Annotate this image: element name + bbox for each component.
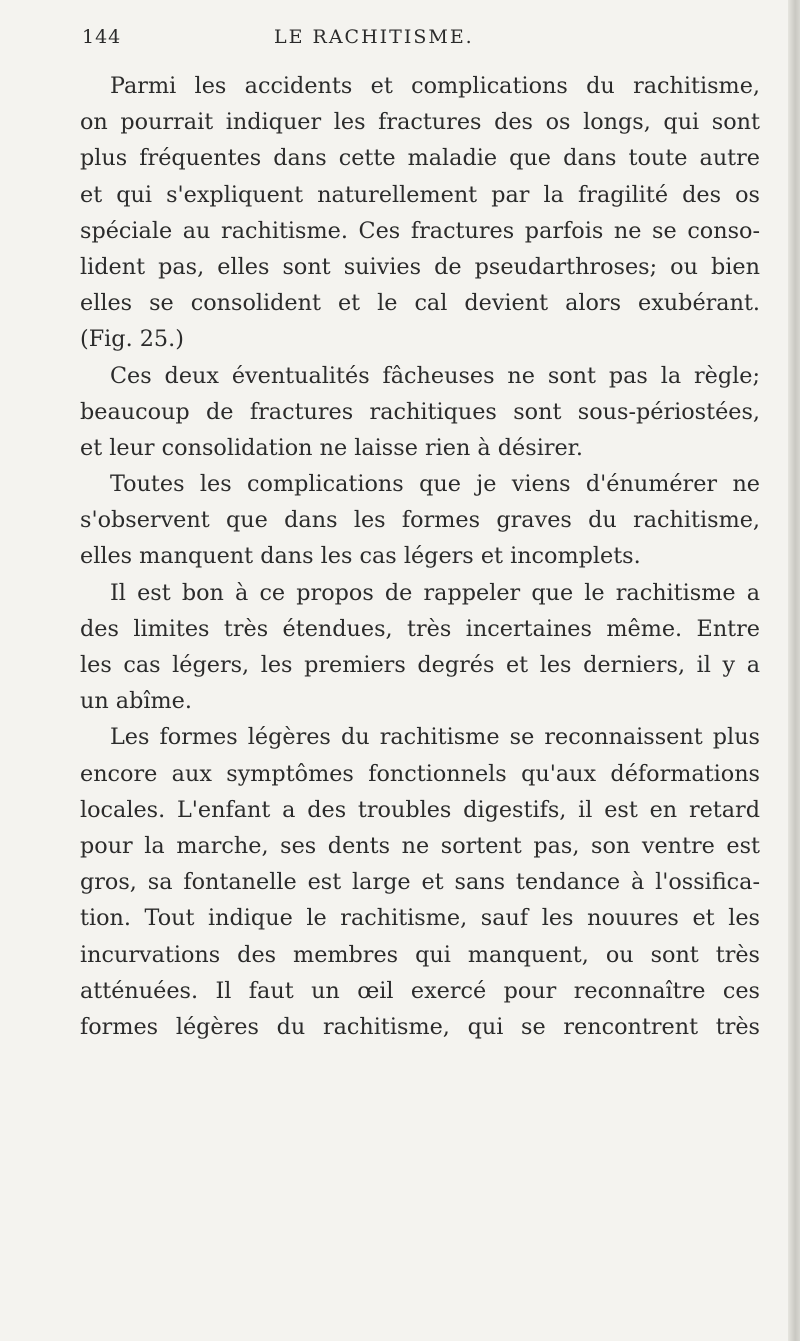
text-line: gros, sa fontanelle est large et sans tendance à l'ossifica- — [80, 869, 760, 896]
text-line: Parmi les accidents et complications du rachitisme, — [110, 73, 760, 99]
text-line: beaucoup de fractures rachitiques sont sous-périostées, — [80, 398, 760, 425]
text-line: et qui s'expliquent naturellement par la fragilité des os — [80, 181, 760, 208]
text-line: formes légères du rachitisme, qui se rencontrent très — [80, 1013, 760, 1040]
text-line: et leur consolidation ne laisse rien à désirer. — [80, 434, 583, 461]
text-line: un abîme. — [80, 688, 192, 715]
text-line: des limites très étendues, très incertaines même. Entre — [80, 615, 760, 642]
text-line: (Fig. 25.) — [80, 326, 184, 353]
text-line: plus fréquentes dans cette maladie que dans toute autre — [80, 145, 760, 172]
text-line: encore aux symptômes fonctionnels qu'aux déformations — [80, 760, 760, 787]
text-line: locales. L'enfant a des troubles digestifs, il est en retard — [80, 796, 760, 823]
text-line: lident pas, elles sont suivies de pseudarthroses; ou bien — [80, 253, 760, 280]
page-edge-shadow — [788, 0, 800, 1341]
text-line: Ces deux éventualités fâcheuses ne sont pas la règle; — [110, 362, 760, 389]
text-line: elles se consolident et le cal devient alors exubérant. — [80, 290, 760, 317]
text-line: Il est bon à ce propos de rappeler que le rachitisme a — [110, 579, 760, 606]
page-number: 144 — [82, 26, 122, 48]
text-line: Toutes les complications que je viens d'énumérer ne — [110, 471, 760, 498]
text-line: incurvations des membres qui manquent, ou sont très — [80, 941, 760, 968]
text-line: s'observent que dans les formes graves du rachitisme, — [80, 507, 760, 534]
text-line: atténuées. Il faut un œil exercé pour reconnaître ces — [80, 977, 760, 1004]
text-line: on pourrait indiquer les fractures des os longs, qui sont — [80, 109, 760, 136]
running-title: LE RACHITISME. — [274, 26, 474, 48]
running-header — [82, 26, 762, 60]
text-line: Les formes légères du rachitisme se reconnaissent plus — [110, 724, 760, 751]
text-line: elles manquent dans les cas légers et incomplets. — [80, 543, 641, 570]
text-line: les cas légers, les premiers degrés et les derniers, il y a — [80, 652, 760, 678]
text-line: spéciale au rachitisme. Ces fractures parfois ne se conso- — [80, 217, 760, 244]
text-line: tion. Tout indique le rachitisme, sauf les nouures et les — [80, 905, 760, 932]
body-text — [80, 68, 760, 1045]
text-line: pour la marche, ses dents ne sortent pas, son ventre est — [80, 832, 760, 859]
